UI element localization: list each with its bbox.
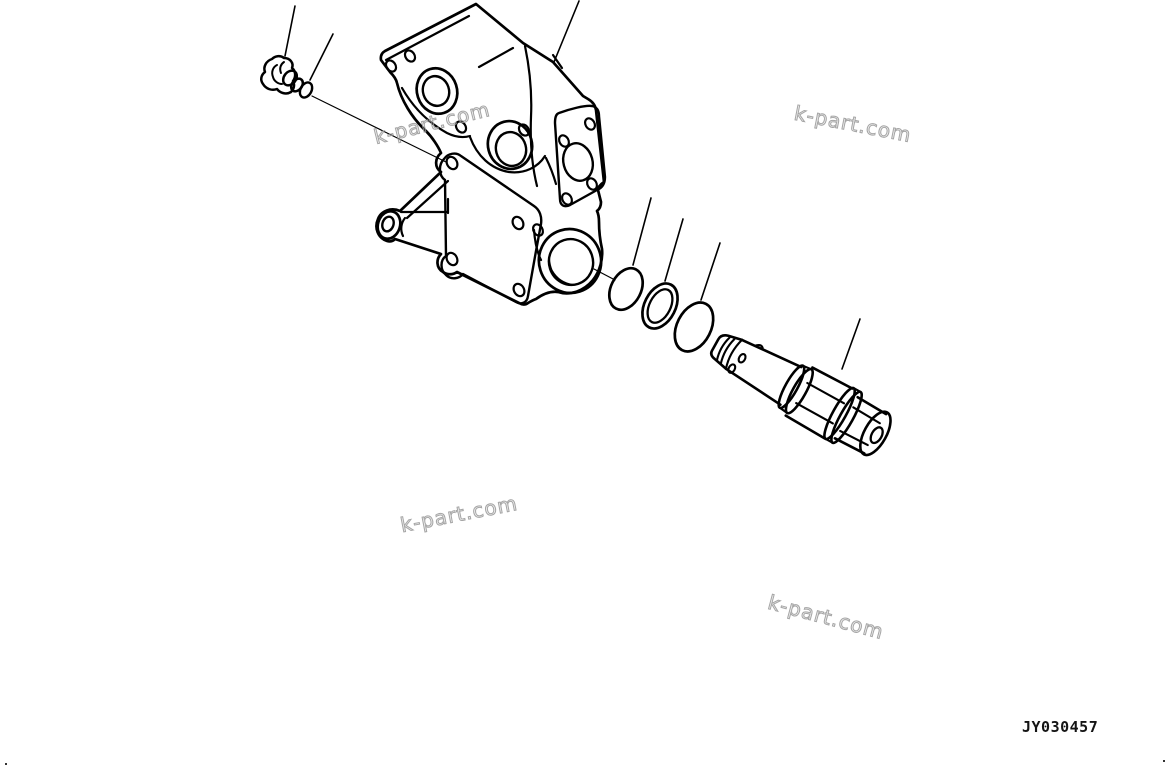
- front-face-bolt-hole: [511, 282, 526, 298]
- housing-drawing: [374, 4, 609, 305]
- plug-head-facet: [280, 62, 284, 73]
- watermark-text: k-part.com: [398, 490, 520, 538]
- drawing-code: JY030457: [1022, 718, 1099, 736]
- valve-leader-line: [842, 319, 860, 369]
- valve-body-hole: [727, 363, 737, 374]
- relief-valve-drawing: [701, 319, 899, 464]
- top-face-ridge: [479, 48, 513, 67]
- o-ring-2-leader-line: [701, 243, 720, 300]
- plug-projection-line: [312, 96, 446, 162]
- valve-body-bottom-edge: [724, 369, 783, 405]
- plug-drawing: [261, 56, 305, 93]
- arm-lug-hole: [380, 215, 395, 233]
- watermark-text: k-part.com: [371, 96, 493, 150]
- leader-lines: [285, 1, 860, 369]
- housing-leader-line: [554, 1, 579, 62]
- o-ring-1-leader-line: [633, 198, 651, 265]
- valve-body-top-edge: [742, 336, 801, 372]
- scan-speck: [5, 763, 7, 765]
- front-face-bolt-hole: [510, 215, 525, 231]
- upper-boss-bore: [419, 73, 453, 110]
- watermark-text: k-part.com: [792, 100, 914, 148]
- arm-boss-neck: [401, 218, 405, 236]
- small-o-ring: [297, 80, 314, 99]
- body-side-contour: [546, 158, 556, 184]
- valve-collar-ring: [775, 363, 809, 411]
- valve-end-face: [854, 407, 897, 460]
- flange-thickness-line: [386, 16, 469, 60]
- watermark-text: k-part.com: [765, 590, 887, 644]
- valve-collar-ring: [782, 366, 818, 416]
- scan-speck: [1163, 760, 1165, 762]
- small-o-ring-leader-line: [310, 34, 333, 80]
- valve-body-hole: [737, 353, 747, 364]
- flange-bolt-hole: [454, 120, 468, 135]
- right-flange-bolt-hole: [583, 117, 597, 132]
- backup-ring-leader-line: [665, 219, 683, 281]
- seal-rings: [603, 263, 721, 358]
- front-face-outline: [440, 154, 541, 304]
- valve-cap-end: [708, 330, 742, 369]
- backup-ring-inner: [642, 285, 677, 327]
- plug-leader-line: [285, 6, 295, 56]
